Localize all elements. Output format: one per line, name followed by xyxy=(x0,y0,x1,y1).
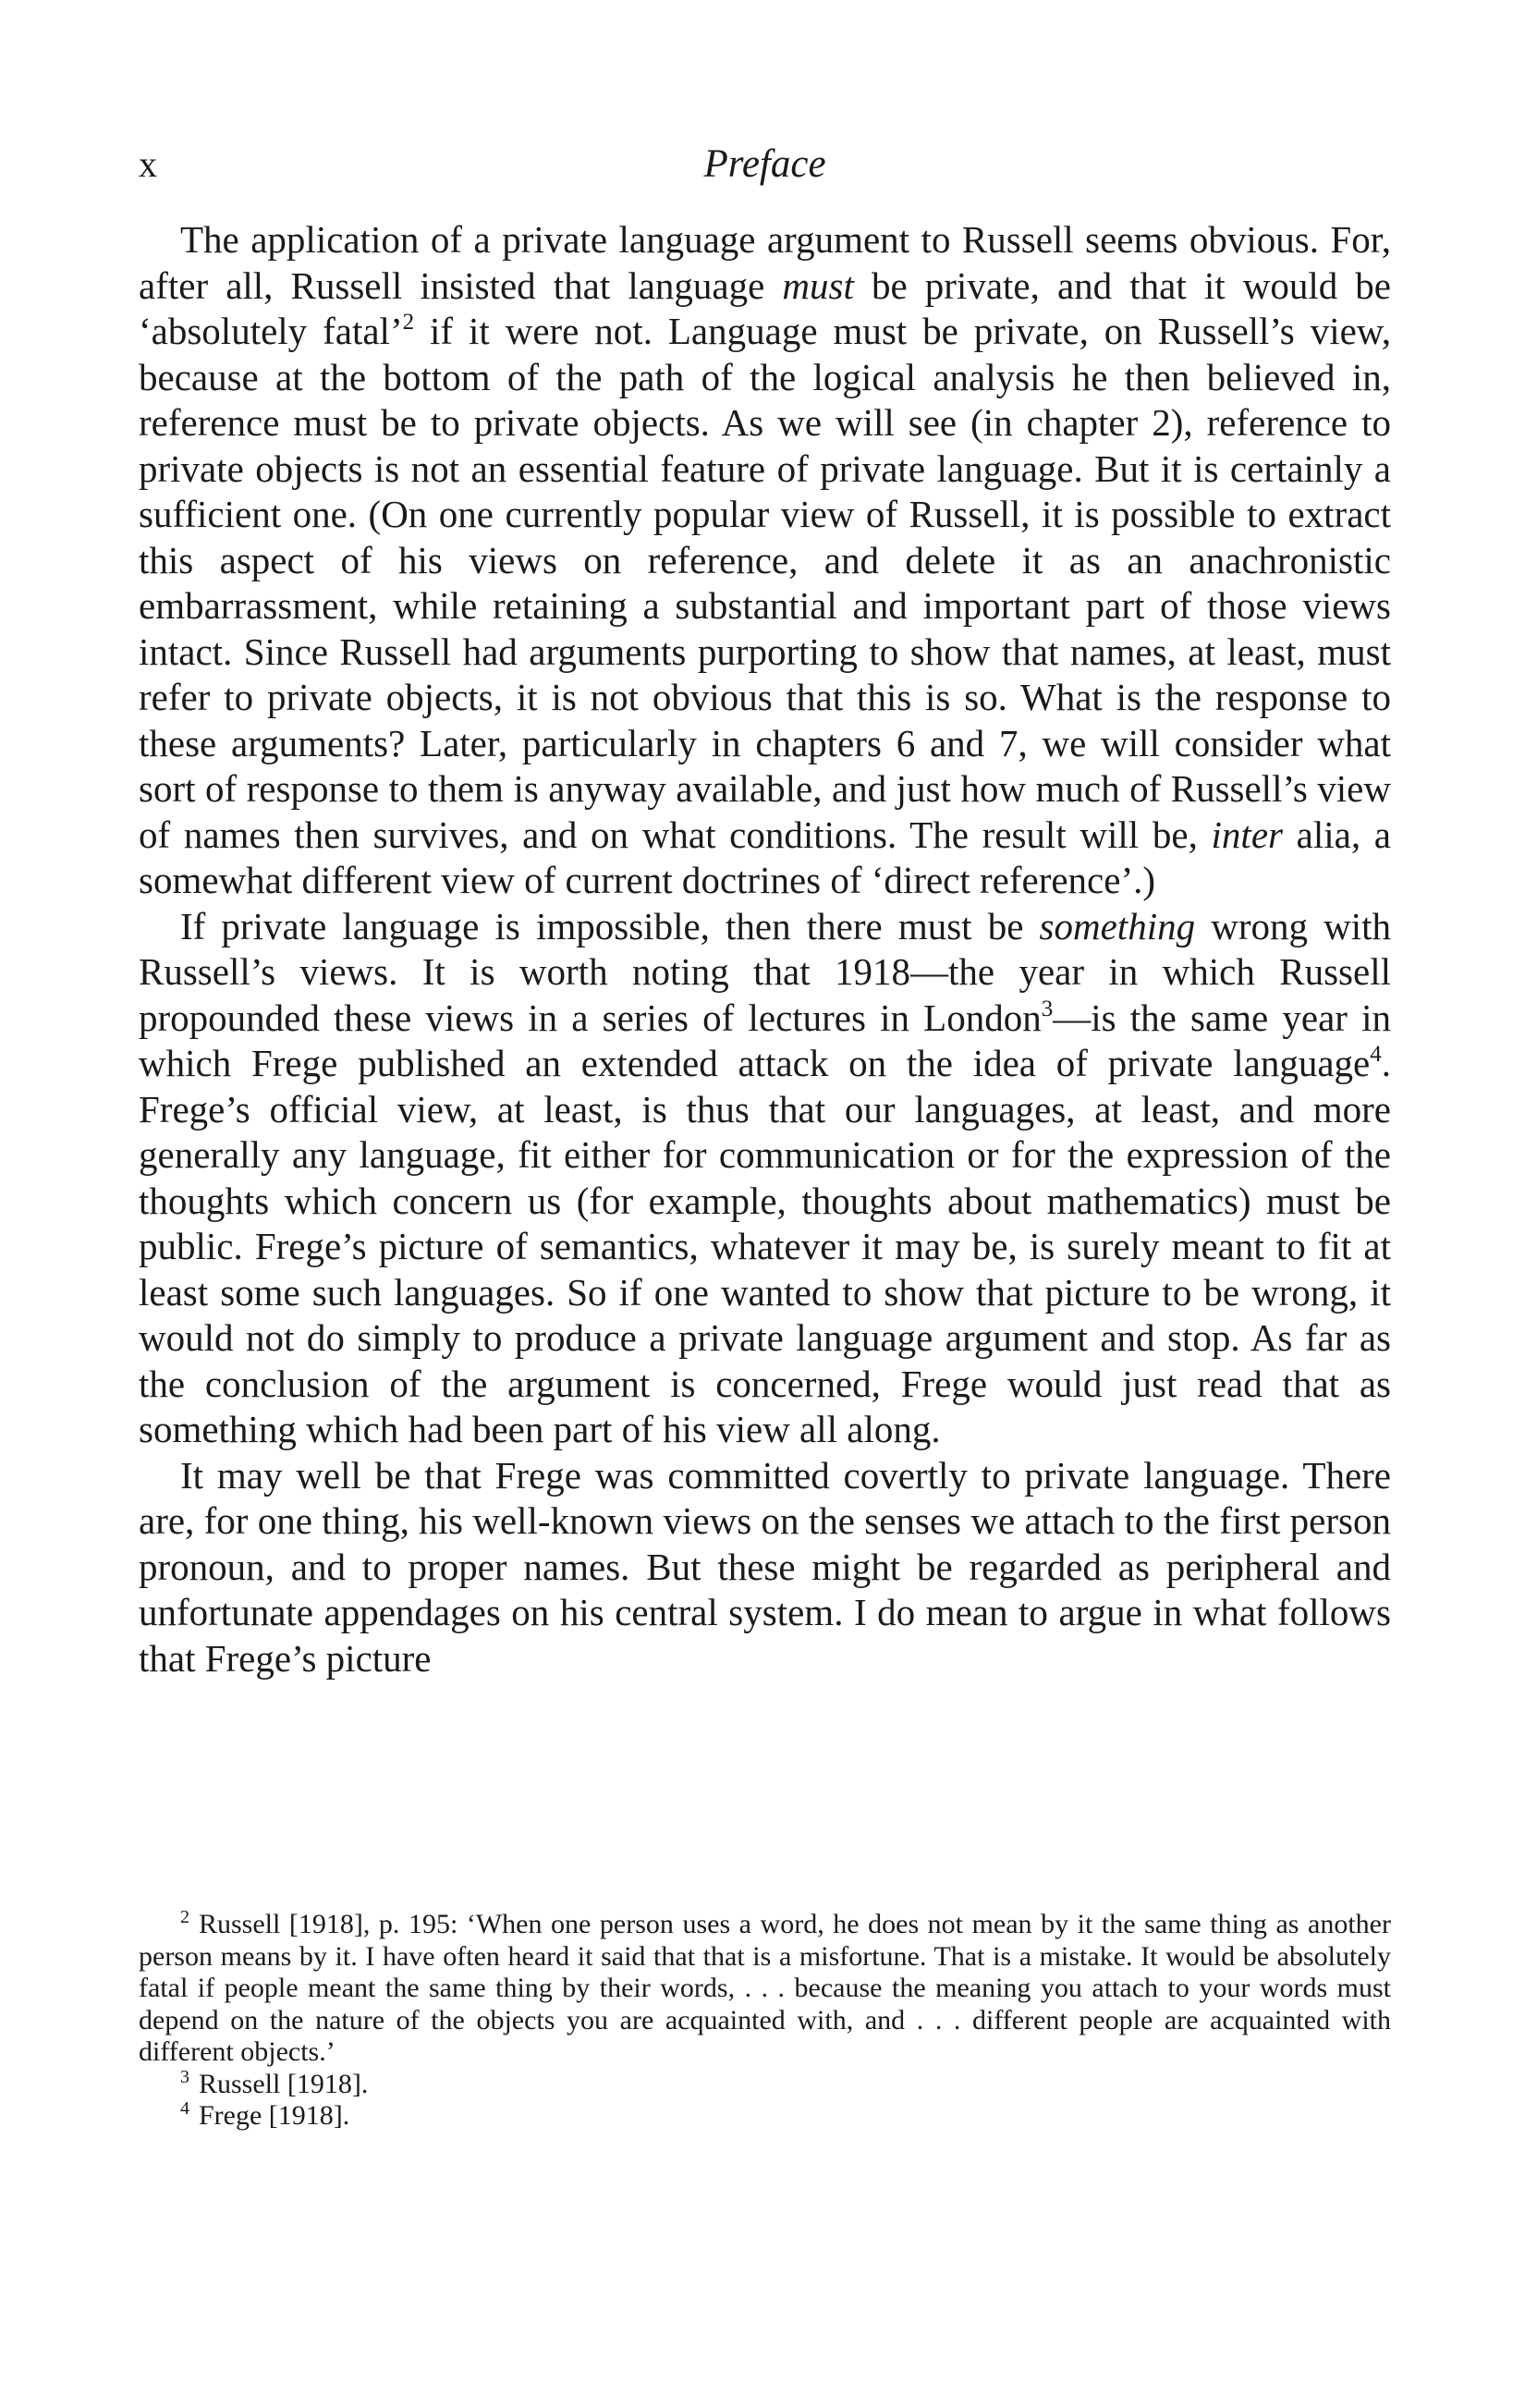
text-run: be private, and that it would be ‘absolutely fatal’ xyxy=(139,263,1392,352)
footnote-ref: 2 xyxy=(402,310,415,335)
emphasis-text: something xyxy=(1039,904,1196,947)
page-header xyxy=(139,137,1391,192)
page-number: x xyxy=(139,143,157,185)
running-head: Preface xyxy=(703,142,826,186)
footnotes xyxy=(139,1909,1391,2133)
text-run: wrong with Russell’s views. It is worth noting that 1918—the year in which Russell propounded these views in a series of lectures in London xyxy=(139,904,1392,1039)
text-run: The application of a private language argument to Russell seems obvious. For, after all, Russell insisted that language xyxy=(139,218,1391,307)
text-run: if it were not. Language must be private, on Russell’s view, because at the bottom of the path of the logical analysis he then believed in, reference must be to private objects. As we will see (in chapter 2), reference to private objects is not an essential feature of private language. But it is certainly a sufficient one. (On one currently popular view of Russell, it is possible to extract this aspect of his views on reference, and delete it as an anachronistic embarrassment, while retaining a substantial and important part of those views intact. Since Russell had arguments purporting to show that names, at least, must refer to private objects, it is not obvious that this is so. What is the response to these arguments? Later, particularly in chapters 6 and 7, we will consider what sort of response to them is anyway available, and just how much of Russell’s view of names then survives, and on what conditions. The result will be, xyxy=(139,310,1391,856)
emphasis-text: inter xyxy=(1211,813,1283,856)
footnote-number: 2 xyxy=(180,1907,189,1927)
text-run: If private language is impossible, then there must be xyxy=(180,904,1040,947)
paragraph xyxy=(139,1453,1391,1682)
text-run: It may well be that Frege was committed covertly to private language. There are, for one thing, his well-known views on the senses we attach to the first person pronoun, and to proper names. But these might be regarded as peripheral and unfortunate appendages on his central system. I do mean to argue in what follows that Frege’s picture xyxy=(139,1453,1391,1680)
footnote xyxy=(139,2100,1391,2133)
footnote-ref: 3 xyxy=(1041,996,1054,1021)
footnote-ref: 4 xyxy=(1370,1042,1382,1067)
body-text xyxy=(139,217,1391,1681)
paragraph xyxy=(139,904,1391,1453)
text-run: alia, a somewhat different view of current doctrines of ‘direct reference’.) xyxy=(139,813,1391,901)
footnote-number: 4 xyxy=(180,2098,189,2119)
emphasis-text: must xyxy=(782,263,854,307)
text-run: —is the same year in which Frege published an extended attack on the idea of private language xyxy=(139,996,1392,1084)
footnote-text: Frege [1918]. xyxy=(199,2100,350,2131)
footnote-text: Russell [1918]. xyxy=(199,2068,369,2099)
footnote-number: 3 xyxy=(180,2066,189,2087)
paragraph xyxy=(139,217,1391,904)
footnote-text: Russell [1918], p. 195: ‘When one person uses a word, he does not mean by it the same thing as another person means by it. I have often heard it said that that is a misfortune. That is a mistake. It would be absolutely fatal if people meant the same thing by their words, . . . because the meaning you attach to your words must depend on the nature of the objects you are acquainted with, and . . . different people are acquainted with different objects.’ xyxy=(139,1909,1391,2067)
footnote xyxy=(139,1909,1391,2069)
footnote xyxy=(139,2066,1391,2101)
text-run: . Frege’s official view, at least, is thus that our languages, at least, and more generally any language, fit either for communication or for the expression of the thoughts which concern us (for example, thoughts about mathematics) must be public. Frege’s picture of semantics, whatever it may be, is surely meant to fit at least some such languages. So if one wanted to show that picture to be wrong, it would not do simply to produce a private language argument and stop. As far as the conclusion of the argument is concerned, Frege would just read that as something which had been part of his view all along. xyxy=(139,1042,1391,1450)
